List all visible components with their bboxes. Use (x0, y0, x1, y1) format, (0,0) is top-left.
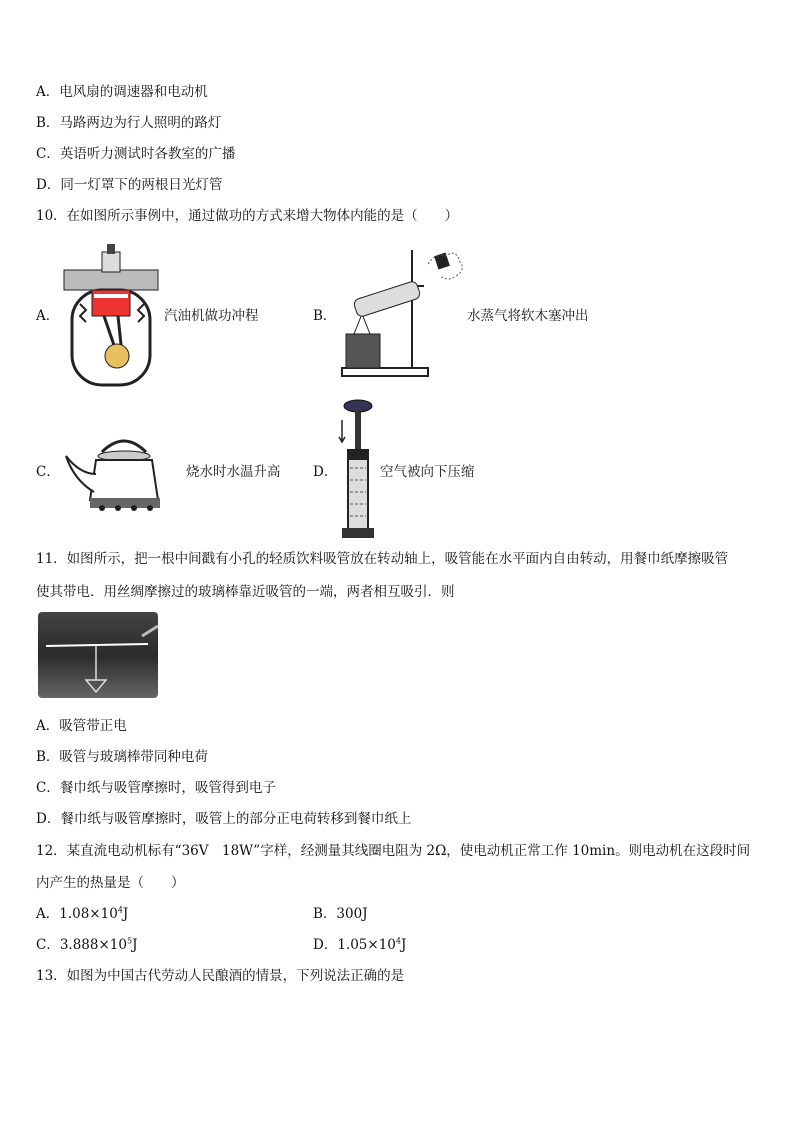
q11-stem-line2: 使其带电．用丝绸摩擦过的玻璃棒靠近吸管的一端，两者相互吸引．则 (36, 584, 455, 600)
q13-stem: 13．如图为中国古代劳动人民酿酒的情景，下列说法正确的是 (36, 968, 405, 984)
q9-option-b: B．马路两边为行人照明的路灯 (36, 115, 222, 131)
gasoline-engine-figure (62, 242, 162, 390)
q10-option-a-caption: 汽油机做功冲程 (164, 308, 259, 324)
q12-option-a: A．$1.08\times 10^4J$ (36, 905, 129, 922)
q10-option-d-letter: D． (313, 464, 338, 480)
q12-option-d: D．$1.05\times 10^4J$ (313, 936, 407, 953)
q9-option-d: D．同一灯罩下的两根日光灯管 (36, 177, 223, 193)
air-compression-figure (334, 398, 382, 542)
kettle-figure (62, 432, 184, 512)
q10-option-b-caption: 水蒸气将软木塞冲出 (467, 308, 589, 324)
steam-cork-figure (340, 246, 465, 380)
q12-stem-line2: 内产生的热量是（ ） (36, 875, 185, 891)
q10-option-c-caption: 烧水时水温升高 (186, 464, 281, 480)
q9-option-a: A．电风扇的调速器和电动机 (36, 84, 208, 100)
straw-rotation-figure (38, 612, 158, 698)
q11-option-b: B．吸管与玻璃棒带同种电荷 (36, 749, 208, 765)
q12-option-c: C．$3.888\times 10^5J$ (36, 936, 138, 953)
q11-option-a: A．吸管带正电 (36, 718, 127, 734)
q12-option-b: B．300J (313, 906, 368, 922)
q10-option-b-letter: B． (313, 308, 337, 324)
q10-option-d-caption: 空气被向下压缩 (380, 464, 475, 480)
q10-option-a-letter: A． (36, 308, 60, 324)
q11-option-d: D．餐巾纸与吸管摩擦时，吸管上的部分正电荷转移到餐巾纸上 (36, 811, 412, 827)
q12-stem-line1: 12．某直流电动机标有“36V 18W”字样，经测量其线圈电阻为 2Ω，使电动机正常工作 10min。则电动机在这段时间 (36, 843, 751, 859)
q10-stem: 10．在如图所示事例中，通过做功的方式来增大物体内能的是（ ） (36, 208, 459, 224)
q11-stem-line1: 11．如图所示，把一根中间戳有小孔的轻质饮料吸管放在转动轴上，吸管能在水平面内自由转动，用餐巾纸摩擦吸管 (36, 551, 729, 567)
q9-option-c: C．英语听力测试时各教室的广播 (36, 146, 236, 162)
q11-option-c: C．餐巾纸与吸管摩擦时，吸管得到电子 (36, 780, 276, 796)
q10-option-c-letter: C． (36, 464, 60, 480)
